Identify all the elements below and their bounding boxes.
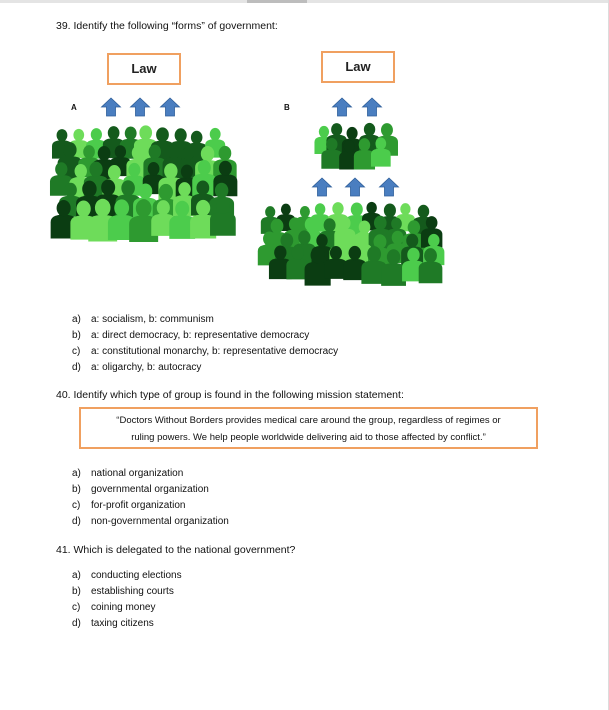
q39-option-a[interactable]: a) a: socialism, b: communism xyxy=(72,314,214,325)
figure-label-b: B xyxy=(284,103,290,112)
question-39-options xyxy=(72,312,338,376)
arrow-up-icon xyxy=(346,178,365,196)
q39-option-b[interactable]: b) a: direct democracy, b: representative democracy xyxy=(72,330,310,341)
mission-statement-line-1: “Doctors Without Borders provides medical care around the group, regardless of regimes or xyxy=(116,415,501,426)
question-41-prompt: 41. Which is delegated to the national government? xyxy=(56,544,296,556)
figure-b-representative-crowd xyxy=(0,0,609,310)
question-39-prompt: 39. Identify the following “forms” of government: xyxy=(56,20,278,32)
q40-option-a[interactable]: a) national organization xyxy=(72,468,184,479)
mission-statement-line-2: ruling powers. We help people worldwide delivering aid to those affected by conflict.” xyxy=(131,432,486,443)
q40-option-d[interactable]: d) non-governmental organization xyxy=(72,516,229,527)
q41-option-d[interactable]: d) taxing citizens xyxy=(72,618,154,629)
arrow-up-icon xyxy=(363,98,382,116)
mission-statement-box xyxy=(79,407,538,449)
q41-option-c[interactable]: c) coining money xyxy=(72,602,156,613)
q41-option-a[interactable]: a) conducting elections xyxy=(72,570,182,581)
question-41-options xyxy=(72,568,182,632)
q39-option-d[interactable]: d) a: oligarchy, b: autocracy xyxy=(72,362,202,373)
figure-label-a: A xyxy=(71,103,77,112)
law-box-a: Law xyxy=(107,53,181,85)
law-box-b: Law xyxy=(321,51,395,83)
question-40-options xyxy=(72,466,229,530)
arrow-up-icon xyxy=(313,178,332,196)
q41-option-b[interactable]: b) establishing courts xyxy=(72,586,174,597)
q40-option-c[interactable]: c) for-profit organization xyxy=(72,500,186,511)
arrow-up-icon xyxy=(380,178,399,196)
arrow-up-icon xyxy=(333,98,352,116)
q39-option-c[interactable]: c) a: constitutional monarchy, b: representative democracy xyxy=(72,346,339,357)
q40-option-b[interactable]: b) governmental organization xyxy=(72,484,209,495)
question-40-prompt: 40. Identify which type of group is found in the following mission statement: xyxy=(56,389,404,401)
